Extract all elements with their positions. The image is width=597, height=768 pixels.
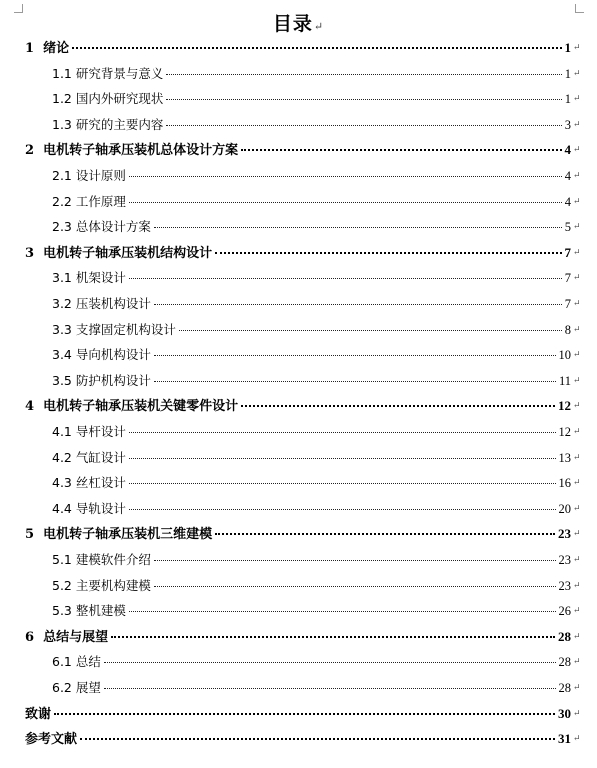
dot-leader: [241, 405, 555, 407]
toc-page-number: 4: [564, 169, 571, 183]
dot-leader: [129, 432, 556, 433]
toc-page-number: 7: [564, 244, 571, 260]
dot-leader: [104, 662, 556, 663]
dot-leader: [80, 738, 555, 740]
toc-row: [0, 727, 597, 753]
dot-leader: [129, 458, 556, 459]
toc-page-number: 8: [564, 322, 571, 337]
dot-leader: [154, 560, 556, 561]
toc-page-number: 12: [558, 425, 571, 439]
dot-leader: [154, 227, 562, 228]
dot-leader: [129, 509, 556, 510]
toc-row: [0, 215, 597, 241]
toc-section-entry[interactable]: [52, 115, 571, 135]
paragraph-mark-icon: ↵: [573, 555, 581, 565]
toc-section-entry[interactable]: [52, 601, 571, 621]
toc-entry-title: 5.3 整机建模: [52, 603, 126, 619]
toc-entry-title: 4 电机转子轴承压装机关键零件设计: [25, 399, 239, 415]
paragraph-mark-icon: ↵: [573, 427, 581, 437]
toc-entry-title: 4.1 导杆设计: [52, 424, 126, 439]
toc-entry-title: 6.1 总结: [52, 654, 101, 670]
toc-section-entry[interactable]: [52, 678, 571, 698]
toc-chapter-entry[interactable]: [25, 243, 571, 263]
toc-section-entry[interactable]: [52, 345, 571, 365]
dot-leader: [215, 533, 555, 535]
toc-page-number: 30: [558, 705, 571, 721]
toc-row: [0, 87, 597, 113]
dot-leader: [154, 381, 556, 382]
toc-entry-title: 2 电机转子轴承压装机总体设计方案: [25, 143, 239, 159]
paragraph-mark-icon: ↵: [573, 299, 581, 309]
paragraph-mark-icon: ↵: [573, 657, 581, 668]
toc-section-entry[interactable]: [52, 217, 571, 237]
paragraph-mark-icon: ↵: [313, 20, 325, 33]
toc-page-number: 28: [558, 655, 571, 670]
toc-section-entry[interactable]: [52, 320, 571, 340]
paragraph-mark-icon: ↵: [573, 529, 581, 540]
toc-entry-title: 参考文献: [25, 732, 78, 748]
dot-leader: [154, 304, 562, 305]
toc-row: [0, 113, 597, 139]
toc-entry-title: 2.2 工作原理: [52, 193, 126, 209]
paragraph-mark-icon: ↵: [573, 350, 581, 361]
dot-leader: [129, 202, 562, 203]
dot-leader: [166, 99, 561, 100]
toc-page-number: 7: [564, 297, 571, 311]
toc-entry-title: 4.2 气缸设计: [52, 449, 126, 465]
toc-page-number: 1: [564, 92, 571, 107]
toc-chapter-entry[interactable]: [25, 524, 571, 544]
toc-row: [0, 266, 597, 292]
toc-entry-title: 6.2 展望: [52, 680, 101, 695]
toc-chapter-entry[interactable]: [25, 38, 571, 58]
toc-section-entry[interactable]: [52, 576, 571, 596]
paragraph-mark-icon: ↵: [573, 580, 581, 591]
dot-leader: [215, 252, 561, 254]
toc-page-number: 23: [558, 578, 571, 593]
toc-section-entry[interactable]: [52, 499, 571, 519]
paragraph-mark-icon: ↵: [573, 68, 581, 79]
dot-leader: [129, 278, 562, 279]
toc-row: [0, 164, 597, 190]
toc-entry-title: 3.2 压装机构设计: [52, 296, 151, 311]
paragraph-mark-icon: ↵: [573, 683, 581, 693]
toc-entry-title: 致谢: [25, 706, 52, 722]
toc-chapter-entry[interactable]: [25, 704, 571, 724]
toc-page-number: 16: [558, 476, 571, 491]
toc-chapter-entry[interactable]: [25, 140, 571, 160]
dot-leader: [154, 586, 556, 587]
dot-leader: [179, 330, 562, 331]
toc-page-number: 12: [558, 398, 571, 414]
toc-section-entry[interactable]: [52, 652, 571, 672]
toc-section-entry[interactable]: [52, 448, 571, 468]
paragraph-mark-icon: ↵: [573, 222, 581, 233]
toc-row: [0, 138, 597, 164]
toc-row: [0, 599, 597, 625]
paragraph-mark-icon: ↵: [573, 606, 581, 617]
toc-title-text: 目录: [272, 13, 313, 35]
toc-page-number: 20: [558, 501, 571, 516]
toc-section-entry[interactable]: [52, 473, 571, 493]
toc-row: [0, 420, 597, 446]
dot-leader: [129, 176, 562, 177]
toc-entry-title: 2.3 总体设计方案: [52, 219, 151, 235]
toc-entry-title: 1.1 研究背景与意义: [52, 65, 164, 81]
dot-leader: [129, 483, 556, 484]
toc-page-number: 4: [564, 142, 571, 158]
paragraph-mark-icon: ↵: [573, 478, 581, 489]
toc-row: [0, 394, 597, 420]
paragraph-mark-icon: ↵: [573, 631, 581, 642]
dot-leader: [241, 149, 561, 151]
toc-row: [0, 36, 597, 62]
paragraph-mark-icon: ↵: [573, 452, 581, 463]
toc-entry-title: 4.4 导轨设计: [52, 500, 126, 516]
toc-page-number: 11: [558, 373, 571, 388]
toc-section-entry[interactable]: [52, 166, 571, 186]
paragraph-mark-icon: ↵: [573, 247, 581, 258]
toc-row: [0, 343, 597, 369]
toc-page-number: 10: [558, 348, 571, 363]
toc-row: [0, 625, 597, 651]
paragraph-mark-icon: ↵: [573, 503, 581, 514]
toc-section-entry[interactable]: [52, 371, 571, 391]
toc-section-entry[interactable]: [52, 64, 571, 84]
toc-row: [0, 471, 597, 497]
toc-entry-title: 3.5 防护机构设计: [52, 372, 151, 388]
toc-entry-title: 2.1 设计原则: [52, 168, 126, 183]
toc-entry-title: 1.3 研究的主要内容: [52, 116, 164, 132]
toc-row: [0, 650, 597, 676]
toc-entry-title: 3.3 支撑固定机构设计: [52, 321, 176, 337]
dot-leader: [166, 74, 561, 75]
dot-leader: [104, 688, 556, 689]
toc-row: [0, 702, 597, 728]
toc-row: [0, 190, 597, 216]
toc-chapter-entry[interactable]: [25, 627, 571, 647]
toc-page-number: 28: [558, 628, 571, 644]
paragraph-mark-icon: ↵: [573, 273, 581, 284]
dot-leader: [154, 355, 556, 356]
dot-leader: [72, 47, 561, 49]
toc-section-entry[interactable]: [52, 192, 571, 212]
paragraph-mark-icon: ↵: [573, 119, 581, 130]
toc-entry-title: 6 总结与展望: [25, 629, 109, 645]
paragraph-mark-icon: ↵: [573, 375, 581, 386]
paragraph-mark-icon: ↵: [573, 324, 581, 335]
toc-entry-title: 1 绪论: [25, 41, 70, 56]
toc-row: [0, 369, 597, 395]
dot-leader: [111, 636, 555, 638]
toc-page-number: 1: [564, 66, 571, 81]
toc-row: [0, 318, 597, 344]
toc-page-number: 28: [558, 681, 571, 695]
toc-entry-title: 3.4 导向机构设计: [52, 347, 151, 363]
paragraph-mark-icon: ↵: [573, 196, 581, 207]
toc-page-number: 1: [564, 40, 571, 55]
toc-chapter-entry[interactable]: [25, 729, 571, 749]
toc-section-entry[interactable]: [52, 89, 571, 109]
toc-entry-title: 5.1 建模软件介绍: [52, 552, 151, 567]
toc-row: [0, 446, 597, 472]
toc-row: [0, 676, 597, 702]
paragraph-mark-icon: ↵: [573, 708, 581, 719]
toc-row: [0, 62, 597, 88]
paragraph-mark-icon: ↵: [573, 401, 581, 412]
toc-page-number: 23: [558, 553, 571, 567]
toc-section-entry[interactable]: [52, 268, 571, 288]
toc-page-number: 4: [564, 194, 571, 209]
toc-page-number: 13: [558, 450, 571, 465]
toc-entry-title: 3.1 机架设计: [52, 270, 126, 286]
toc-page-number: 5: [564, 220, 571, 235]
toc-row: [0, 574, 597, 600]
toc-page-number: 23: [558, 526, 571, 542]
toc-entry-title: 5 电机转子轴承压装机三维建模: [25, 527, 213, 543]
toc-entry-title: 5.2 主要机构建模: [52, 577, 151, 593]
toc-entry-title: 1.2 国内外研究现状: [52, 91, 164, 107]
toc-entry-title: 3 电机转子轴承压装机结构设计: [25, 245, 213, 261]
toc-section-entry[interactable]: [52, 422, 571, 442]
dot-leader: [129, 611, 556, 612]
toc-page-number: 26: [558, 604, 571, 619]
toc-section-entry[interactable]: [52, 294, 571, 314]
toc-page-number: 31: [558, 731, 571, 747]
toc-row: [0, 548, 597, 574]
toc-page-number: 3: [564, 117, 571, 132]
paragraph-mark-icon: ↵: [573, 145, 581, 156]
paragraph-mark-icon: ↵: [573, 734, 581, 745]
dot-leader: [166, 125, 561, 126]
toc-row: [0, 292, 597, 318]
toc-row: [0, 522, 597, 548]
paragraph-mark-icon: ↵: [573, 94, 581, 105]
toc-row: [0, 497, 597, 523]
toc-chapter-entry[interactable]: [25, 396, 571, 416]
toc-section-entry[interactable]: [52, 550, 571, 570]
paragraph-mark-icon: ↵: [573, 171, 581, 181]
toc-page-number: 7: [564, 271, 571, 286]
dot-leader: [54, 713, 555, 715]
paragraph-mark-icon: ↵: [573, 43, 581, 53]
toc-entry-title: 4.3 丝杠设计: [52, 475, 126, 491]
toc-row: [0, 241, 597, 267]
